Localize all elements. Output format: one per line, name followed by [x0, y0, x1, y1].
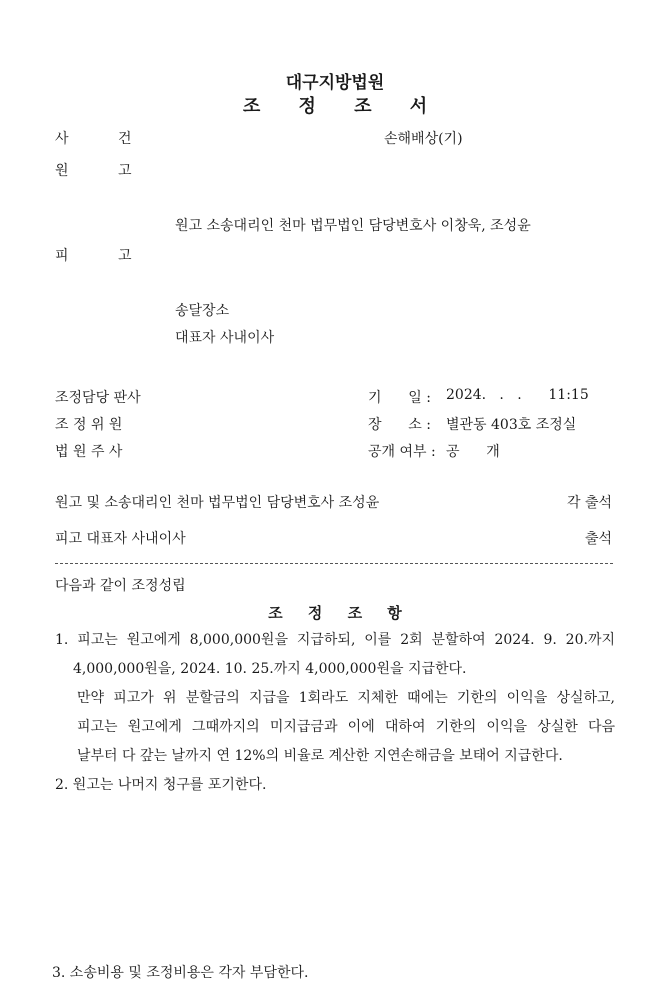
clause-1-line-2: 4,000,000원을, 2024. 10. 25.까지 4,000,000원을 지급한다.: [73, 661, 467, 677]
clause-1-line-4: 피고는 원고에게 그때까지의 미지급금과 이에 대하여 기한의 이익을 상실한 다음: [77, 719, 615, 735]
defendant-attendance-status: 출석: [584, 531, 612, 547]
court-name: 대구지방법원: [285, 73, 385, 93]
case-label-a: 사: [55, 131, 69, 147]
place-value: 별관동 403호 조정실: [446, 417, 577, 433]
place-label: 장 소 :: [368, 417, 431, 433]
clause-1-line-3: 만약 피고가 위 분할금의 지급을 1회라도 지체한 때에는 기한의 이익을 상실하고,: [77, 690, 615, 706]
open-value: 공 개: [446, 444, 500, 460]
open-label: 공개 여부 :: [368, 444, 436, 460]
section-divider: [55, 563, 613, 564]
date-label: 기 일 :: [368, 390, 431, 406]
settlement-intro: 다음과 같이 조정성립: [55, 578, 186, 594]
defendant-label-b: 고: [118, 248, 132, 264]
defendant-representative: 대표자 사내이사: [175, 330, 275, 346]
case-name: 손해배상(기): [384, 131, 463, 147]
document-title: 조 정 조 서: [242, 96, 444, 117]
clause-1-line-1: 1. 피고는 원고에게 8,000,000원을 지급하되, 이를 2회 분할하여 2024. 9. 20.까지: [55, 632, 615, 648]
plaintiff-agent: 원고 소송대리인 천마 법무법인 담당변호사 이창욱, 조성윤: [175, 218, 531, 234]
plaintiff-label-a: 원: [55, 163, 69, 179]
clerk-label: 법 원 주 사: [55, 444, 123, 460]
defendant-label-a: 피: [55, 248, 69, 264]
date-value: 2024. . . 11:15: [446, 387, 589, 403]
clause-2: 2. 원고는 나머지 청구를 포기한다.: [55, 777, 267, 793]
judge-label: 조정담당 판사: [55, 390, 141, 406]
clause-1: [55, 626, 615, 800]
clause-1-line-5: 날부터 다 갚는 날까지 연 12%의 비율로 계산한 지연손해금을 보태어 지급한다.: [77, 748, 563, 764]
clause-3: 3. 소송비용 및 조정비용은 각자 부담한다.: [52, 965, 309, 981]
plaintiff-label-b: 고: [118, 163, 132, 179]
case-label-b: 건: [118, 131, 132, 147]
defendant-service-address: 송달장소: [175, 303, 230, 319]
plaintiff-attendance-status: 각 출석: [566, 495, 612, 511]
mediator-label: 조 정 위 원: [55, 417, 123, 433]
plaintiff-attendance: 원고 및 소송대리인 천마 법무법인 담당변호사 조성윤: [55, 495, 380, 511]
defendant-attendance: 피고 대표자 사내이사: [55, 531, 186, 547]
section-title: 조 정 조 항: [268, 604, 412, 622]
